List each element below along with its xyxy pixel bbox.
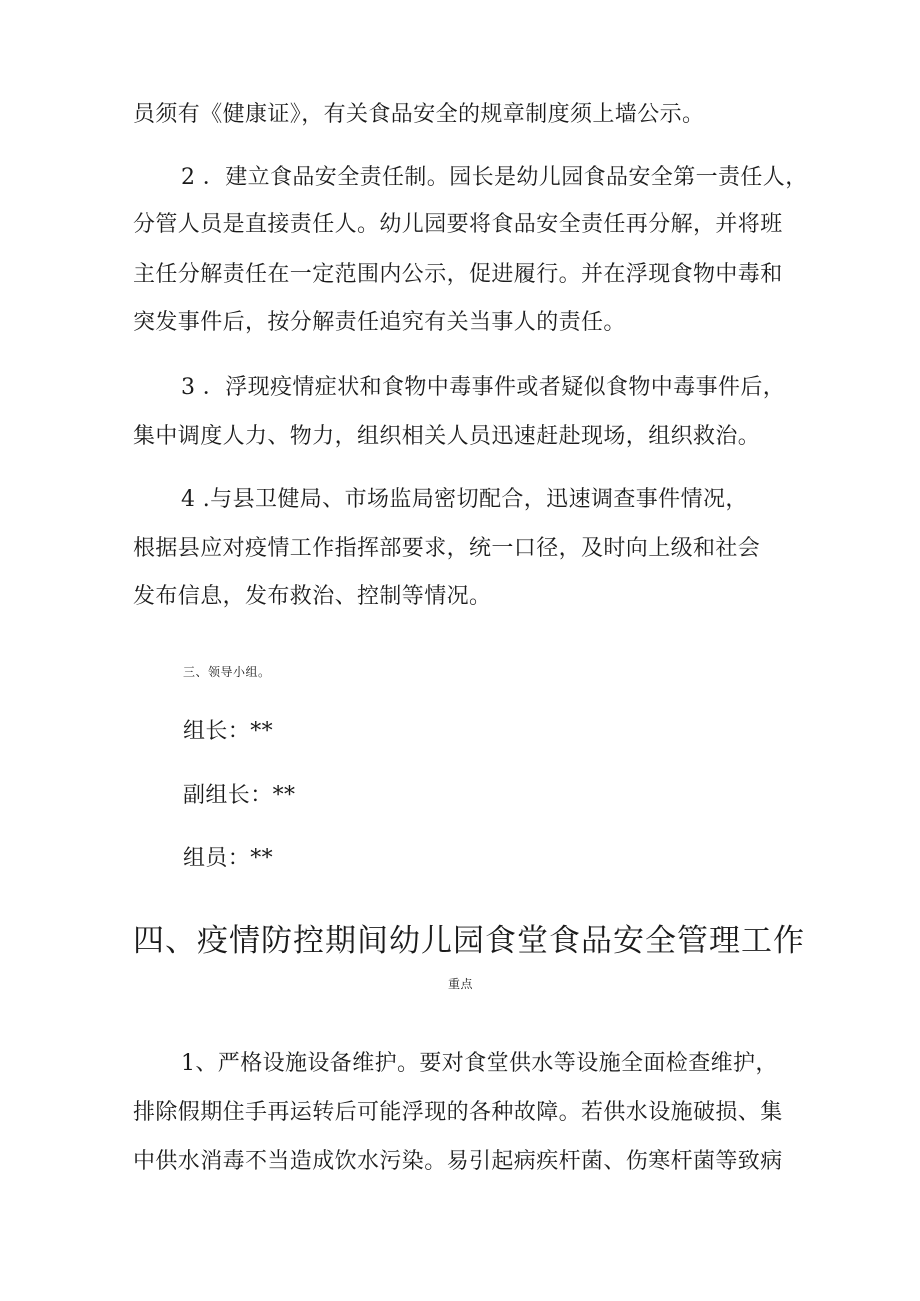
intro-line: 员须有《健康证》，有关食品安全的规章制度须上墙公示。: [133, 102, 705, 127]
paragraph-line: 排除假期住手再运转后可能浮现的各种故障。若供水设施破损、集: [133, 1100, 783, 1125]
paragraph-line: 突发事件后，按分解责任追究有关当事人的责任。: [133, 310, 626, 335]
paragraph-line: 中供水消毒不当造成饮水污染。易引起病疾杆菌、伤寒杆菌等致病: [133, 1149, 783, 1174]
member-deputy-leader: 副组长：**: [183, 783, 296, 808]
paragraph-line: 4 .与县卫健局、市场监局密切配合，迅速调查事件情况，: [181, 487, 748, 512]
paragraph-line: 1、严格设施设备维护。要对食堂供水等设施全面检查维护，: [181, 1051, 778, 1076]
section-4-title: 四、疫情防控期间幼儿园食堂食品安全管理工作: [133, 923, 805, 959]
member-leader: 组长：**: [183, 719, 274, 744]
paragraph-line: 发布信息，发布救治、控制等情况。: [133, 584, 492, 609]
section-3-title: 三、领导小组。: [183, 665, 271, 679]
member-member: 组员：**: [183, 846, 274, 871]
paragraph-line: 根据县应对疫情工作指挥部要求，统一口径，及时向上级和社会: [133, 536, 761, 561]
paragraph-line: 集中调度人力、物力，组织相关人员迅速赶赴现场，组织救治。: [133, 424, 761, 449]
paragraph-line: 分管人员是直接责任人。幼儿园要将食品安全责任再分解，并将班: [133, 212, 783, 237]
paragraph-line: 3 ．浮现疫情症状和食物中毒事件或者疑似食物中毒事件后，: [181, 375, 786, 400]
paragraph-line: 2 ．建立食品安全责任制。园长是幼儿园食品安全第一责任人，: [181, 165, 808, 190]
paragraph-line: 主任分解责任在一定范围内公示，促进履行。并在浮现食物中毒和: [133, 262, 783, 287]
section-4-subtitle: 重点: [448, 977, 474, 991]
